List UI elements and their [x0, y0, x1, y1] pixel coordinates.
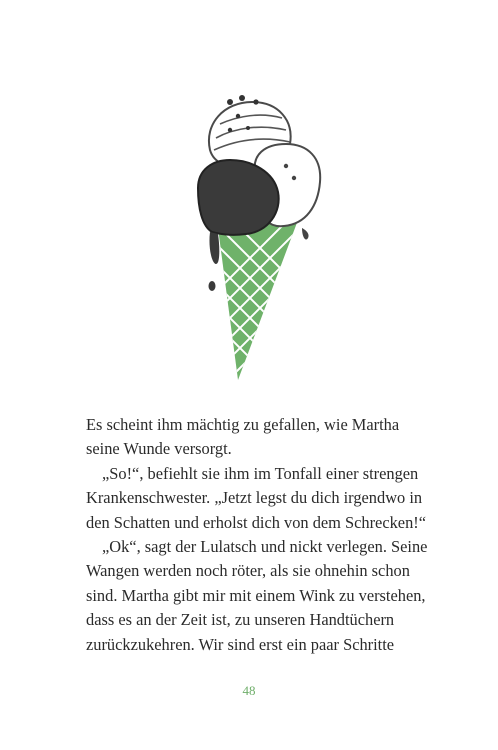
ice-cream-svg	[190, 88, 340, 388]
text-line: zurückzukehren. Wir sind erst ein paar Schritte	[86, 634, 395, 654]
text-line: „Ok“, sagt der Lulatsch und nickt verlegen. Seine	[102, 536, 428, 556]
text-line: Wangen werden noch röter, als sie ohnehin schon	[86, 561, 410, 581]
story-text	[86, 413, 426, 657]
text-line: seine Wunde versorgt.	[86, 439, 232, 459]
text-line: sind. Martha gibt mir mit einem Wink zu verstehen,	[86, 585, 426, 605]
text-line: den Schatten und erholst dich von dem Schrecken!“	[86, 512, 427, 532]
text-line: „So!“, befiehlt sie ihm im Tonfall einer strengen	[102, 463, 419, 483]
text-line: dass es an der Zeit ist, zu unseren Handtüchern	[86, 610, 395, 630]
page-number: 48	[242, 683, 256, 698]
text-line: Es scheint ihm mächtig zu gefallen, wie Martha	[86, 415, 400, 434]
text-line: Krankenschwester. „Jetzt legst du dich irgendwo in	[86, 488, 423, 508]
ice-cream-cone-illustration	[190, 88, 340, 388]
